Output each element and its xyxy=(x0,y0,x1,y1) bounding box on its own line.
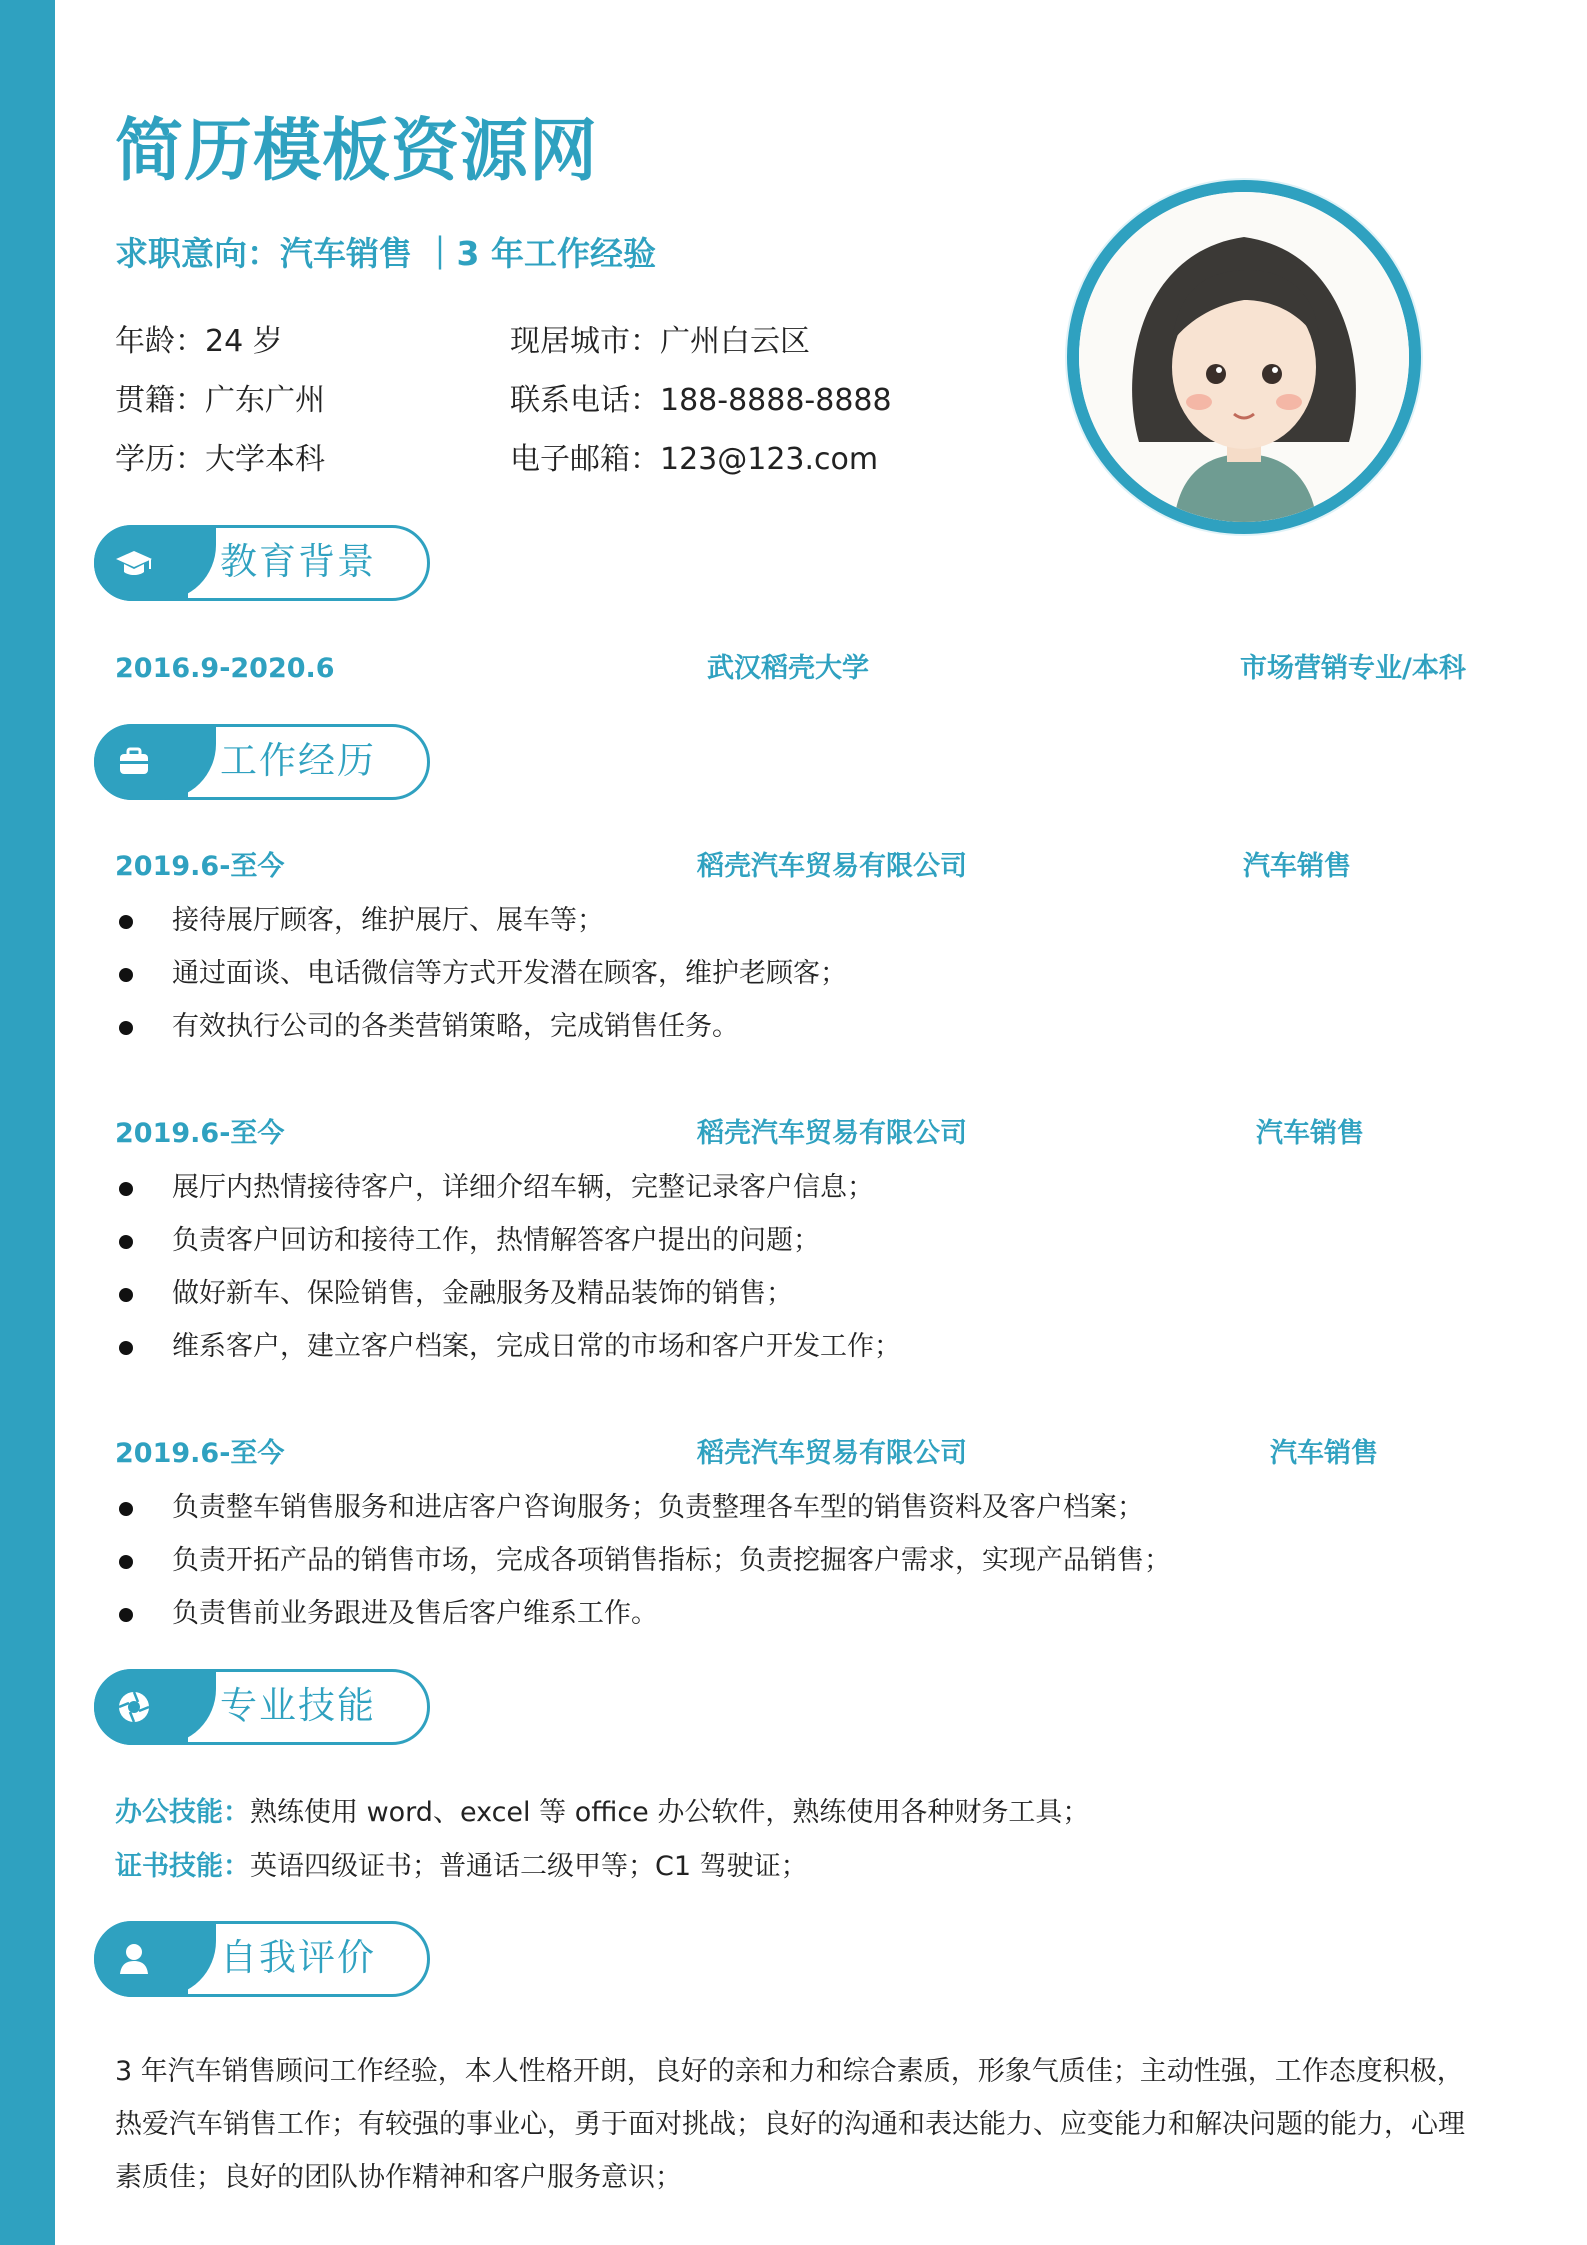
skill-certificates xyxy=(115,1849,808,1885)
section-self-evaluation xyxy=(94,1921,432,1995)
graduation-cap-icon xyxy=(112,541,156,585)
education-period: 2016.9-2020.6 xyxy=(115,653,335,684)
info-phone: 联系电话：188-8888-8888 xyxy=(510,383,892,418)
job-company: 稻壳汽车贸易有限公司 xyxy=(697,1118,967,1149)
section-title: 工作经历 xyxy=(220,739,376,782)
job-role: 汽车销售 xyxy=(1270,1438,1378,1469)
job-company: 稻壳汽车贸易有限公司 xyxy=(697,1438,967,1469)
skill-key: 证书技能： xyxy=(115,1851,250,1882)
section-title: 教育背景 xyxy=(220,540,376,583)
skill-value: 熟练使用 word、excel 等 office 办公软件，熟练使用各种财务工具； xyxy=(250,1797,1090,1828)
briefcase-icon xyxy=(112,740,156,784)
info-age: 年龄：24 岁 xyxy=(115,324,283,359)
info-origin: 贯籍：广东广州 xyxy=(115,383,325,418)
left-accent-bar xyxy=(0,0,55,2245)
info-education: 学历：大学本科 xyxy=(115,442,325,477)
job-period: 2019.6-至今 xyxy=(115,1118,285,1149)
section-education xyxy=(94,525,432,599)
skill-key: 办公技能： xyxy=(115,1797,250,1828)
job-intent: 求职意向：汽车销售 ｜3 年工作经验 xyxy=(115,234,656,273)
section-work xyxy=(94,724,432,798)
job-period: 2019.6-至今 xyxy=(115,1438,285,1469)
education-school: 武汉稻壳大学 xyxy=(707,653,869,684)
job-role: 汽车销售 xyxy=(1256,1118,1364,1149)
education-major: 市场营销专业/本科 xyxy=(1240,653,1466,684)
avatar xyxy=(1067,180,1421,534)
section-title: 专业技能 xyxy=(220,1684,376,1727)
aperture-icon xyxy=(112,1685,156,1729)
user-icon xyxy=(112,1937,156,1981)
section-title: 自我评价 xyxy=(220,1936,376,1979)
skill-office xyxy=(115,1795,1089,1831)
section-skills xyxy=(94,1669,432,1743)
info-email: 电子邮箱：123@123.com xyxy=(510,442,879,477)
self-evaluation-text: 3 年汽车销售顾问工作经验，本人性格开朗，良好的亲和力和综合素质，形象气质佳；主动性强，工作态度积极，热爱汽车销售工作；有较强的事业心，勇于面对挑战；良好的沟通和表达能力、应变能力和解决问题的能力，心理素质佳；良好的团队协作精神和客户服务意识； xyxy=(115,2056,1465,2193)
skill-value: 英语四级证书；普通话二级甲等；C1 驾驶证； xyxy=(250,1851,808,1882)
resume-name: 简历模板资源网 xyxy=(115,112,599,191)
job-period: 2019.6-至今 xyxy=(115,851,285,882)
info-city: 现居城市：广州白云区 xyxy=(510,324,810,359)
job-company: 稻壳汽车贸易有限公司 xyxy=(697,851,967,882)
avatar-illustration xyxy=(1079,192,1409,522)
job-role: 汽车销售 xyxy=(1243,851,1351,882)
